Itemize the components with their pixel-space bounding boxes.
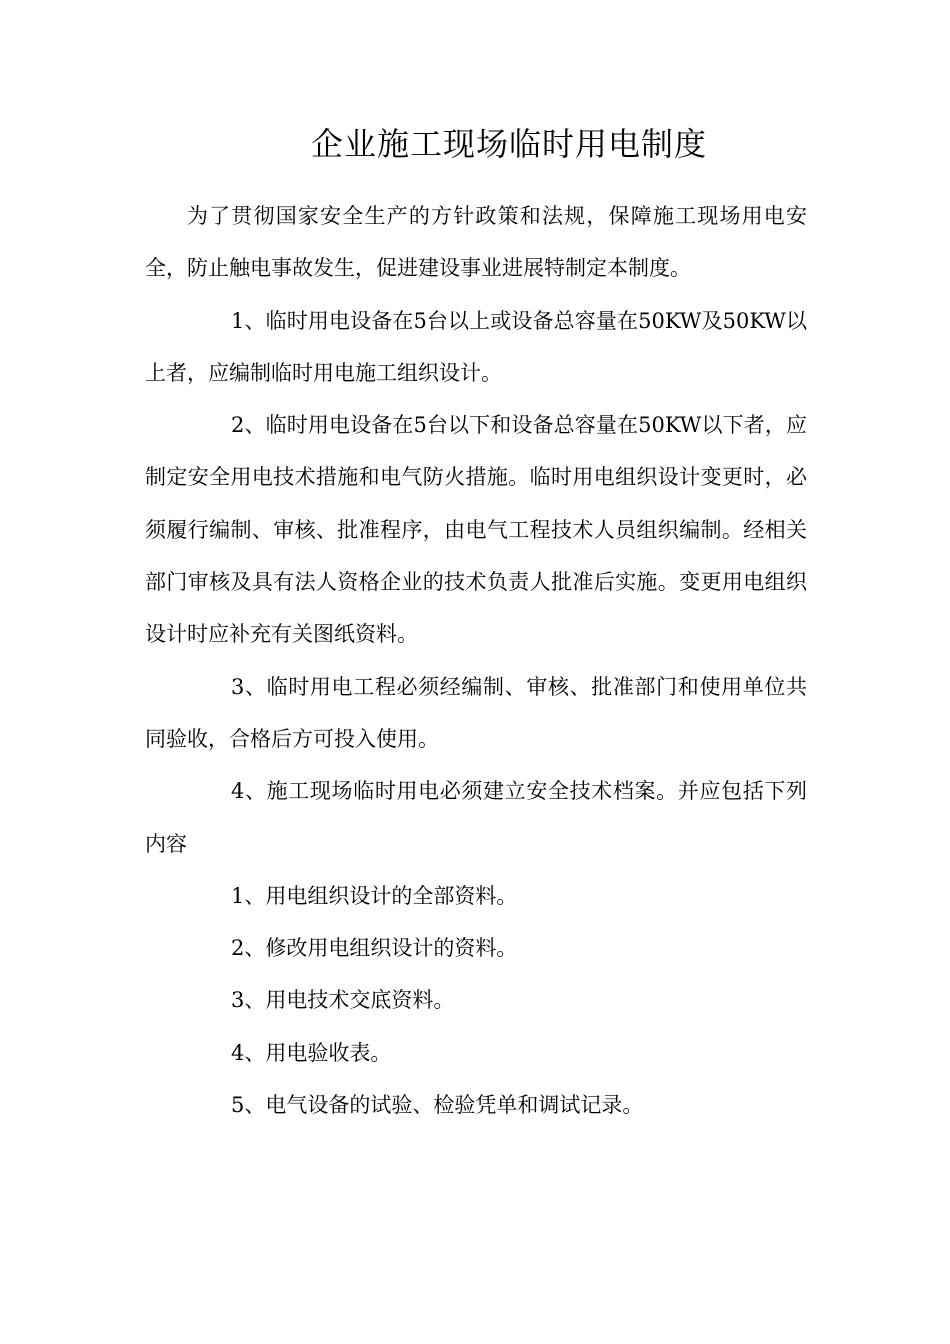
archive-item-1: 1、用电组织设计的全部资料。 — [231, 883, 518, 908]
clause-3: 3、临时用电工程必须经编制、审核、批准部门和使用单位共同验收，合格后方可投入使用。 — [145, 674, 807, 751]
archive-items-list — [145, 870, 807, 1131]
clause-2: 2、临时用电设备在5台以下和设备总容量在50KW以下者，应制定安全用电技术措施和电气防火措施。临时用电组织设计变更时，必须履行编制、审核、批准程序，由电气工程技术人员组织编制。经相关部门审核及具有法人资格企业的技术负责人批准后实施。变更用电组织设计时应补充有关图纸资料。 — [145, 413, 807, 647]
clause-1: 1、临时用电设备在5台以上或设备总容量在50KW及50KW以上者，应编制临时用电施工组织设计。 — [145, 308, 807, 385]
archive-item-3: 3、用电技术交底资料。 — [231, 988, 455, 1013]
document-body — [145, 190, 807, 1131]
archive-item-5: 5、电气设备的试验、检验凭单和调试记录。 — [231, 1093, 644, 1118]
archive-item-2: 2、修改用电组织设计的资料。 — [231, 936, 518, 961]
intro-paragraph: 为了贯彻国家安全生产的方针政策和法规，保障施工现场用电安全，防止触电事故发生，促进建设事业进展特制定本制度。 — [145, 204, 807, 281]
archive-item-4: 4、用电验收表。 — [231, 1040, 392, 1065]
clause-4: 4、施工现场临时用电必须建立安全技术档案。并应包括下列内容 — [145, 779, 807, 856]
document-title: 企业施工现场临时用电制度 — [310, 125, 707, 163]
